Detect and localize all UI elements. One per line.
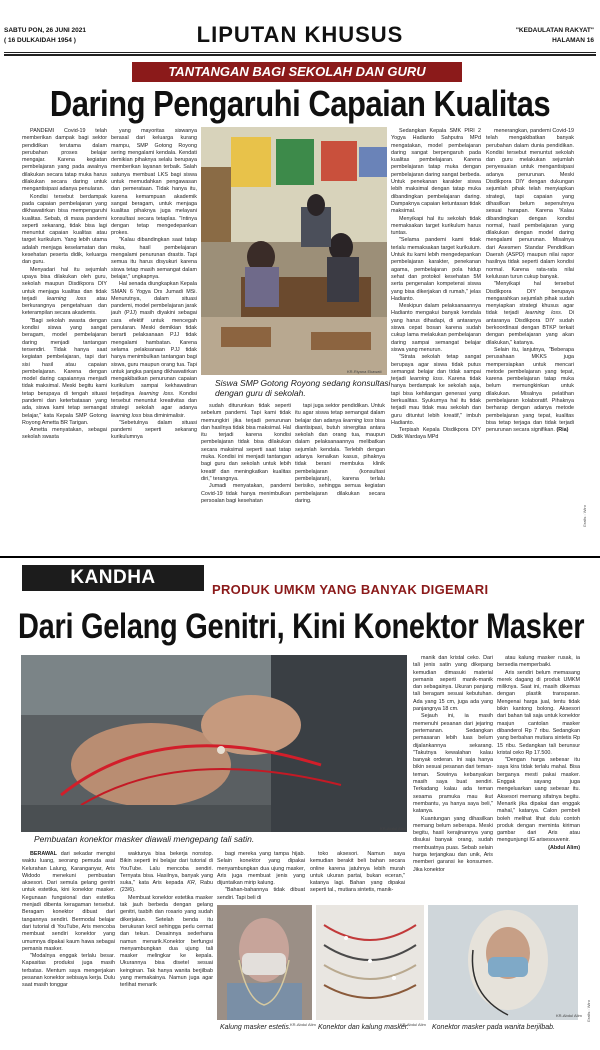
paragraph: Aris sendiri belum memasang merek dagang di produk UMKM miliknya. Saat ini, masih dikemas dengan plastik transparan. Mengenai harga jual, tentu tidak bikin kantong bolong. Aksesori dari bahan tali saja untuk konektor masjun cantolan masker dibanderol Rp 7 ribu. Sedangkan yang berbahan mutiara sintetis Rp 15 ribu. Sedangkan tali berunsur kristal ceko Rp 17.500. (497, 669, 580, 756)
photo-a-credit: KR-Abdul Alim (290, 1022, 316, 1027)
paragraph: bagi mereka yang tampa hijab. Selain konektor yang dipakai menyambungkan dua ujung masker, Aris juga membuat jenis yang dijuntaikan mirip kalung. (217, 851, 305, 887)
story2-column-b (497, 655, 580, 945)
paragraph: (Abdul Alim) (548, 844, 580, 851)
paragraph: waktunya bisa bekerja nonstop. Bikin seperti ini belajar dari tutorial di YouTube. Lalu mencoba sendiri. Ternyata bisa. Hasilnya, banyak yang suka," kata Aris kepada KR, Rabu (23/6). (120, 851, 213, 894)
connector-making-photo (21, 655, 407, 832)
hijab-woman-illustration (428, 905, 578, 1020)
column-rubric: KANDHA RAHARJA (22, 565, 204, 591)
classroom-photo (201, 127, 387, 375)
paragraph: "Modalnya enggak terlalu besar. Kapasitas produksi juga masih terbatas. Mentum saya mengerjakan pesanan konektor sebisaya kerja. Dulu saat masih tonggar (22, 953, 115, 989)
hands-braiding-illustration (21, 655, 407, 832)
paragraph: Kuantungan yang dihasilkan memang belum seberapa. Meski begitu, hasil kerajinannya yang disukai banyak orang, sudah membuatnya puas. Sebab selain harga terjangkau dan unik, Aris memberi garansi ke konsumen. Jika konektor (413, 815, 493, 873)
section-title: LIPUTAN KHUSUS (196, 22, 404, 47)
paragraph: "Sebetulnya dalam situasi pandemi seperti sekarang kurikulumnya (111, 419, 197, 441)
paragraph: "Dengan harga sebesar itu saya kira tidak terlalu mahal. Bisa berganya mesti pakai masker. Enggak sayang juga mengeluarkan uang sebesar itu. Aksesori memang sifatnya begitu. Menarik jika dipakai dan enggak mahal," katanya. Calon pembeli boleh melihat lihat dulu contoh produk dengan meminta kiriman gambar dari Aris atau mengunjungi IG arisesouvenir. (497, 757, 580, 844)
story2-column-a (413, 655, 493, 945)
photo-a-caption: Kalung masker estetis. (220, 1024, 291, 1031)
story1-column-2 (111, 128, 197, 543)
caption-line-2: dengan guru di sekolah. (215, 388, 306, 398)
story2-kicker: PRODUK UMKM YANG BANYAK DIGEMARI (212, 582, 489, 597)
paragraph: tapi juga sektor pendidikan. Untuk itu agar siswa tetap semangat dalam belajar dan adanya learning loss bisa diantisipasi, butuh sinergitas antara sekolah dan orang tua, maupun dalam pelaksanaannya melibatkan sejumlah kendala. Terlebih dengan adanya kenaikan kasus, pihaknya tidak berani membuka klinik pembelajaran (konsultasi pembelajaran), karena terlalu berisiko, sehingga semua kegiatan pembelajaran dilakukan secara daring. (295, 403, 385, 504)
story1-column-6 (486, 128, 574, 543)
story1-column-4 (295, 403, 385, 543)
paragraph: sudah diturunkan tidak seperti sebelum pandemi. Tapi kami tidak memungkiri jika terjadi penurunan dan hasilnya tidak bisa maksimal. Hal itu terjadi karena kondisi pembelajaran tidak bisa dilakukan secara maksimal seperti saat tatap muka. Kondisi ini menjadi tantangan bagi guru dan sekolah untuk lebih kreatif dan meningkatkan kualitas diri," terangnya. (201, 403, 291, 482)
paragraph: PANDEMI Covid-19 telah memberikan dampak bagi sektor pendidikan terutama dalam perubahan proses belajar mengajar. Karena kegiatan pembelajaran yang pada awalnya dilakukan secara tatap muka harus dilakukan secara daring untuk mengantisipasi adanya penularan. (22, 128, 107, 193)
caption-line-1: Siswa SMP Gotong Royong sedang konsultasi (215, 378, 391, 388)
header-rule (4, 52, 596, 53)
story2-column-d (120, 851, 213, 1036)
story1-column-1 (22, 128, 107, 543)
story1-headline: Daring Pengaruhi Capaian Kualitas (49, 83, 551, 125)
paragraph: "Kalau dibandingkan saat tatap muka, hasil pembelajaran mengalami penurunan drastis. Tapi semua itu harus disyukuri karena siswa tetap masih semangat dalam belajar," ungkapnya. (111, 237, 197, 280)
story1-column-5 (391, 128, 481, 543)
paragraph: manik dan kristal ceko. Dari tali jenis satin yang dikepang kemudian dimasuki material pemanis seperti manik-manik dan sebagainya. Ukuran panjang tali beragam sesuai kebutuhan. Ada yang 15 cm, juga ada yang panjangnya 18 cm. (413, 655, 493, 713)
connector-products-photo (316, 905, 424, 1020)
woman-mask-illustration (217, 905, 312, 1020)
paragraph: atau kalung masker rusak, ia bersedia memperbaiki. (497, 655, 580, 669)
header-rule-thick (4, 54, 596, 56)
paragraph: Sejauh ini, ia masih memenuhi pesanan dari jejaring pertemanan. Sedangkan pemasaran lebih luas belum dijalankannya sekarang. "Takutnya kewalahan kalau banyak orderan. Ini saja hanya bikin sesuai pesanan dari teman-teman. Sowinya kebanyakan masih saya buat sendiri. Terkadang kalau ada teman sesama pramuka mau ikut membantu, ya hanya saya beli," katanya. (413, 713, 493, 815)
paragraph: yang mayoritas siswanya berasal dari keluarga kurang mampu, SMP Gotong Royong sering mengalami kendala. Kendati demikian pihaknya selalu berupaya memberikan layanan terbaik. Salah satunya membuat LKS bagi siswa untuk memudahkan pengawasan dan pemerataan. Tidak hanya itu, karena kemampuan akademik sangat beragam, untuk menjaga kualitas pihaknya juga melayani konsultasi secara tetaplas. "Intinya dengan tetap mengedepankan prokes. (111, 128, 197, 237)
header-hijri-date: ( 16 DULKAIDAH 1954 ) (4, 37, 76, 44)
main-photo-credit: KR-Abdul Alim (380, 826, 406, 831)
paragraph: Jumadi menyatakan, pandemi Covid-19 tidak hanya menimbulkan persoalan bagi kesehatan (201, 483, 291, 504)
paragraph: toko aksesori. Namun saya kemudian berakit beli bahan secara online karena jatuhnya lebih murah untuk ukuran partai, bukan eceran," katanya lagi. Bahan yang dipakai seperti tal., mutiara sintetis, manik- (310, 851, 405, 894)
story1-kicker: TANTANGAN BAGI SEKOLAH DAN GURU (132, 62, 462, 82)
photo-c-caption: Konektor masker pada wanita berjilbab. (432, 1024, 555, 1031)
header-paper-name: "KEDAULATAN RAKYAT" (515, 27, 594, 34)
paragraph: "Strata sekolah tetap sangat berupaya agar siswa tidak putus semangat belajar dan tidak sampai terjadi learning loss. Karena tidak hanya berdampak ke sekolah saja, tapi bisa kehilangan generasi yang berkualitas. Syukurnya hal itu tidak terjadi mau tidak mau sekolah dan guru dituntut lebih kreatif," imbuh Hadianto. (391, 354, 481, 426)
story1-photo-credit: KR-Riyana Ekawati (347, 369, 382, 374)
paragraph: Sedangkan Kepala SMK PIRI 2 Yogya Hadianto Sahputra MPd mengatakan, model pembelajaran daring sangat berpengaruh pada kualitas pembelajaran. Karena pembelajaran tatap muka dengan pembelajaran daring sangat berbeda. Untuk penekanan karakter siswa lebih maksimal dengan tatap muka dibandingkan pembelajaran daring. Dampaknya capaian ketuntasan tidak maksimal. (391, 128, 481, 215)
paragraph: "Selama pandemi kami tidak terlalu memaksakan target kurikulum. Untuk itu kami lebih mengedepankan pembelajaran karakter, penekanan agama, pembelajaran pola hidup sehat dan protokol kesehatan 5M serta pengenalan kompetensi siswa yang bisa dikerjakan di rumah," jelas Hadianto. (391, 237, 481, 302)
classroom-illustration (201, 127, 387, 375)
paragraph: Selain itu, lanjutnya, "Beberapa perusahaan MKKS juga mempersiapkan untuk mencari metode pembelajaran yang tepat, karena pembelajaran tatap muka belum memungkinkan untuk dilakukan. Misalnya pelatihan pembelajaran kolaboratif. Pihaknya berharap dengan adanya metode pembelajaran yang tepat, kualitas bisa tetap terjaga dan tidak terjadi penurunan secara signifikan. (Ria) (486, 346, 574, 434)
story1-column-3 (201, 403, 291, 543)
header-date: SABTU PON, 26 JUNI 2021 (4, 27, 87, 34)
paragraph: Menyikapi hal itu sekolah tidak memaksakan target kurikulum harus tuntas. (391, 215, 481, 237)
story2-headline: Dari Gelang Genitri, Kini Konektor Masker (18, 608, 585, 647)
photo-b-caption: Konektor dan kalung masker. (318, 1024, 409, 1031)
story1-photo-caption (215, 378, 395, 398)
paragraph: Kondisi tersebut berdampak pada capaian pembelajaran yang dikhawatirkan bisa mempengaruhi kualitas. Sebab, di masa pandemi seperti sekarang, tidak bisa lagi menuntut capaian kualitas atau target kurikulum. Yang lebih utama adalah menjaga keselamatan dan kesehatan peserta didik, keluarga dan guru. (22, 193, 107, 266)
paragraph: Meskipun dalam pelaksanaannya Hadianto mengakui banyak kendala yang harus dihadapi, di antaranya siswa cepat bosan karena sudah cukup lama melakukan pembelajaran daring sampai semangat belajar siswa yang menurun. (391, 303, 481, 353)
story2-column-e (217, 851, 305, 901)
paragraph: Menyadari hal itu sejumlah upaya bisa dilakukan oleh guru, sekolah maupun Disdikpora DIY untuk menjaga kualitas dan tidak terjadi learning loss atau berkurangnya pengetahuan dan keterampilan secara akademis. (22, 266, 107, 317)
main-photo-caption: Pembuatan konektor masker diawali mengepang tali satin. (34, 834, 255, 844)
paragraph: menerangkan, pandemi Covid-19 telah mengakibatkan banyak perubahan dalam dunia pendidikan. Kondisi tersebut menuntut sekolah dan guru melakukan sejumlah penyesuaian untuk mengantisipasi adanya penurunan. Meski Disdikpora DIY dengan dukungan sejumlah pihak telah menyiapkan strategi, tapi capaian yang dihasilkan belum sepenuhnya sesuai harapan. Karena 'Kalau dibandingkan dengan kondisi normal, hasil pembelajaran yang dilakukan dengan model daring mengalami penurunan. Misalnya dari Asesmen Standar Pendidikan Daerah (ASPD) maupun nilai rapor hasilnya tidak seperti dalam kondisi normal. Karena rata-rata nilai kelulusan turun cukup banyak. (486, 128, 574, 280)
story2-column-f (310, 851, 405, 901)
paragraph: "Bahan-bahannya tidak dibuat sendiri. Tapi beli di (217, 887, 305, 901)
page-header (0, 0, 600, 56)
paragraph: "Menyikapi hal tersebut Disdikpora DIY berupaya mengarahkan sejumlah pihak sudah menyiapkan strategi khusus agar tidak terjadi learning loss. Di antaranya Disdikpora DIY sudah berkoordinasi dengan BTKP terkait dengan pembelajaran yang akan dilakukan," katanya. (486, 281, 574, 346)
hijab-connector-photo (428, 905, 578, 1020)
story1-side-credit: Grafis : Wiro (582, 505, 587, 528)
paragraph: Hal senada diungkapkan Kepala SMAN 6 Yogya Drs Jumadi MSi. Menurutnya, dalam situasi pandemi, model pembelajaran jarak jauh (PJJ) masih diyakini sebagai cara efektif untuk mencegah penularan. Meski demikian tidak berarti pelaksanaan PJJ tidak mengalami hambatan. Karena selama pelaksanaan PJJ tidak hanya menimbulkan tantangan bagi siswa, guru maupun orang tua. Tapi untuk jangka panjang dikhawatirkan mengakibatkan penurunan capaian kurikulum sampai kekhawatiran terjadinya learning loss. Kondisi tersebut menuntut kreativitas dan strategi sekolah agar adanya learning loss bisa diminimalisir. (111, 281, 197, 419)
paragraph: Ametta menyatakan, sebagai sekolah swasta (22, 427, 107, 441)
products-illustration (316, 905, 424, 1020)
story2-side-credit: Grafis : Wiro (586, 1000, 591, 1023)
paragraph: BERAWAL dari sekadar mengisi waktu luang, seorang pemuda asal Kelurahan Lalung, Karanganyar, Aris Widodo menekuni pembuatan aksesori. Dari semula gelang genitri untuk estetika, kini konektor masker. Kegunaan fungsional dan estetika menjadi dibenta keragaman tersebut. Beragam konektor dibuat dari tangannya sendiri. Bermodal belajar dari tutorial di YouTube, Aris mencoba membuat sendiri konektor yang umumnya dipakai kaum hawa sebagai pemanis masker. (22, 851, 115, 952)
paragraph: Membuat konektor estetika masker tak jauh berbeda dengan gelang genitri, tasbih dan rosario yang sudah dikerjakan. Setelah benda itu berukuran kecil sehingga perlu cermat dan tekun. Desainnya sederhana namun menarik.Konektor berfungsi menyambungkan dua ujung tali masker melingkar ke kepala. Ukurannya bisa disetel sesuai keinginan. Tak hanya wanita berjilbab yang memakainya. Namun juga agar terlihat menarik (120, 894, 213, 989)
photo-b-credit: KR-Abdul Alim (400, 1022, 426, 1027)
photo-c-credit: KR-Abdul Alim (556, 1013, 582, 1018)
header-page-number: HALAMAN 16 (552, 37, 594, 44)
header-paper-block (516, 26, 594, 46)
masker-necklace-photo (217, 905, 312, 1020)
paragraph: Terpisah Kepala Disdikpora DIY Didik Wardaya MPd (391, 427, 481, 441)
paragraph: "Bagi sekolah swasta dengan kondisi siswa yang sangat beragam, model pembelajaran daring menjadi tantangan tersendiri. Tidak hanya saat kegiatan pembelajaran, tapi dari sisi hasil atau capaian pembelajaran. Karena dengan model daring capaiannya menjadi tidak maksimal. Meski begitu kami tetap berupaya di tengah situasi pandemi dan keterbatasan yang ada, siswa kami tetap semangat belajar," kata Kepala SMP Gotong Royong Ametta BR Tarigan. (22, 317, 107, 426)
story2-column-c (22, 851, 115, 1036)
